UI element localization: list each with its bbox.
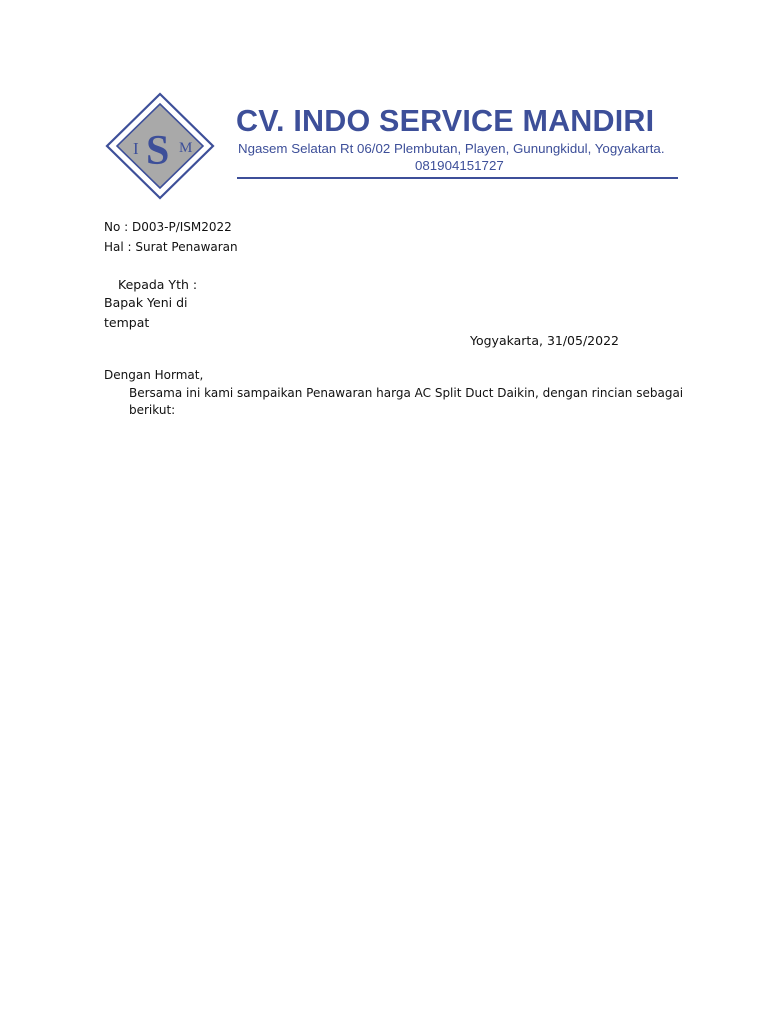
letter-number: No : D003-P/ISM2022 (104, 220, 232, 234)
recipient-label: Kepada Yth : (118, 277, 198, 292)
company-phone: 081904151727 (415, 158, 504, 173)
letter-subject: Hal : Surat Penawaran (104, 240, 238, 254)
company-logo (104, 92, 216, 200)
body-line-2: berikut: (129, 403, 176, 417)
logo-letter-s: S (146, 128, 170, 174)
company-name: CV. INDO SERVICE MANDIRI (236, 104, 655, 138)
header-divider (237, 177, 678, 179)
body-line-1: Bersama ini kami sampaikan Penawaran harga AC Split Duct Daikin, dengan rincian sebagai (129, 386, 684, 400)
logo-letter-m: M (179, 140, 193, 156)
recipient-place: tempat (104, 315, 150, 330)
logo-letter-i: I (133, 139, 139, 158)
recipient-name: Bapak Yeni di (104, 295, 188, 310)
place-date: Yogyakarta, 31/05/2022 (470, 333, 619, 348)
greeting: Dengan Hormat, (104, 368, 204, 382)
company-address: Ngasem Selatan Rt 06/02 Plembutan, Playen, Gunungkidul, Yogyakarta. (238, 141, 665, 156)
